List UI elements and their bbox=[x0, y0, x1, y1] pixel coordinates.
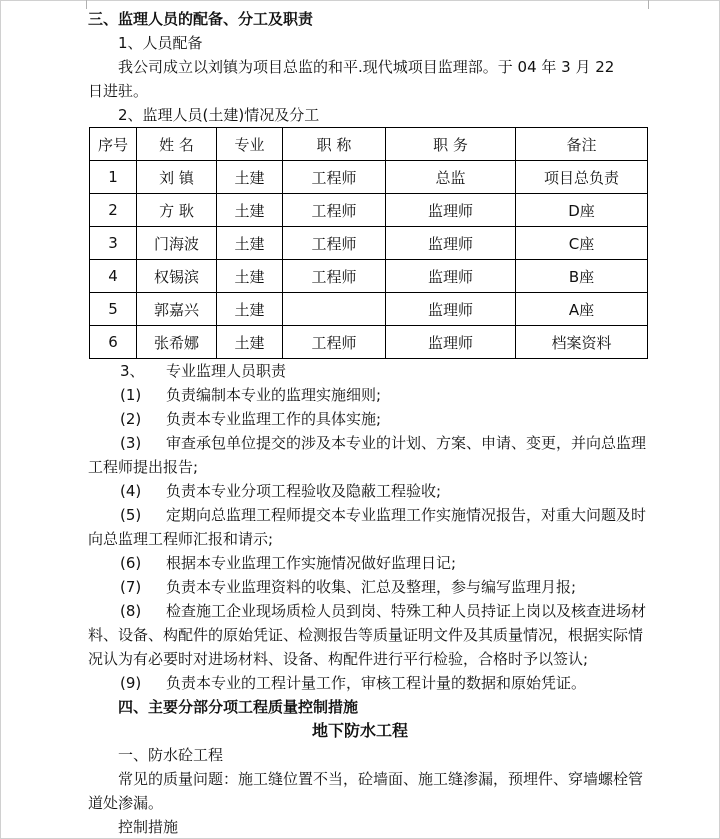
cell-index: 6 bbox=[90, 326, 137, 359]
centered-title: 地下防水工程 bbox=[311, 721, 408, 740]
cell-name: 郭嘉兴 bbox=[137, 293, 217, 326]
table-row bbox=[90, 260, 648, 293]
cell-name: 门海波 bbox=[137, 227, 217, 260]
cell-title: 工程师 bbox=[283, 260, 386, 293]
duty-text: 负责编制本专业的监理实施细则; bbox=[166, 386, 382, 404]
cell-name: 权锡滨 bbox=[137, 260, 217, 293]
cell-index: 2 bbox=[90, 194, 137, 227]
table-row bbox=[90, 161, 648, 194]
cell-specialty: 土建 bbox=[217, 260, 283, 293]
header-title: 职 称 bbox=[283, 128, 386, 161]
intro-line-2: 日进驻。 bbox=[88, 82, 149, 100]
duty-item bbox=[120, 577, 576, 597]
cell-position: 监理师 bbox=[386, 227, 516, 260]
duty-text: 负责本专业监理资料的收集、汇总及整理，参与编写监理月报; bbox=[166, 578, 577, 596]
subheading-duties bbox=[120, 361, 286, 381]
duty-text-continued: 工程师提出报告; bbox=[88, 458, 199, 476]
duty-item bbox=[120, 409, 381, 429]
header-name: 姓 名 bbox=[137, 128, 217, 161]
cell-title: 工程师 bbox=[283, 194, 386, 227]
cell-title: 工程师 bbox=[283, 227, 386, 260]
section-heading-3: 三、监理人员的配备、分工及职责 bbox=[88, 10, 314, 28]
section-heading-4: 四、主要分部分项工程质量控制措施 bbox=[118, 698, 359, 716]
issues-line-2: 道处渗漏。 bbox=[88, 794, 164, 812]
cell-specialty: 土建 bbox=[217, 293, 283, 326]
duty-number: (3) bbox=[120, 434, 142, 452]
duty-text-continued: 况认为有必要时对进场材料、设备、构配件进行平行检验，合格时予以签认; bbox=[88, 650, 589, 668]
duty-number: (2) bbox=[120, 410, 142, 428]
cell-title bbox=[283, 293, 386, 326]
duty-number: (7) bbox=[120, 578, 142, 596]
duty-item bbox=[120, 505, 646, 525]
cell-position: 监理师 bbox=[386, 260, 516, 293]
subheading-staff-table: 2、监理人员(土建)情况及分工 bbox=[118, 106, 320, 124]
header-position: 职 务 bbox=[386, 128, 516, 161]
cell-position: 监理师 bbox=[386, 293, 516, 326]
margin-mark-left bbox=[86, 0, 87, 9]
cell-position: 监理师 bbox=[386, 326, 516, 359]
cell-specialty: 土建 bbox=[217, 227, 283, 260]
duty-number: (9) bbox=[120, 674, 142, 692]
cell-index: 3 bbox=[90, 227, 137, 260]
cell-remarks: D座 bbox=[516, 194, 648, 227]
duty-text: 审查承包单位提交的涉及本专业的计划、方案、申请、变更，并向总监理 bbox=[166, 434, 647, 452]
duty-text: 负责本专业分项工程验收及隐蔽工程验收; bbox=[166, 482, 442, 500]
duty-number: (4) bbox=[120, 482, 142, 500]
table-row bbox=[90, 326, 648, 359]
cell-specialty: 土建 bbox=[217, 161, 283, 194]
cell-remarks: A座 bbox=[516, 293, 648, 326]
cell-index: 5 bbox=[90, 293, 137, 326]
cell-index: 1 bbox=[90, 161, 137, 194]
cell-remarks: 档案资料 bbox=[516, 326, 648, 359]
header-specialty: 专业 bbox=[217, 128, 283, 161]
staff-table bbox=[89, 127, 648, 359]
duty-item bbox=[120, 553, 456, 573]
cell-index: 4 bbox=[90, 260, 137, 293]
duty-number: (6) bbox=[120, 554, 142, 572]
duty-text-continued: 料、设备、构配件的原始凭证、检测报告等质量证明文件及其质量情况，根据实际情 bbox=[88, 626, 644, 644]
duty-text-continued: 向总监理工程师汇报和请示; bbox=[88, 530, 274, 548]
cell-title: 工程师 bbox=[283, 161, 386, 194]
issues-line-1: 常见的质量问题：施工缝位置不当，砼墙面、施工缝渗漏，预埋件、穿墙螺栓管 bbox=[118, 770, 644, 788]
duty-text: 定期向总监理工程师提交本专业监理工作实施情况报告，对重大问题及时 bbox=[166, 506, 647, 524]
duty-text: 负责本专业监理工作的具体实施; bbox=[166, 410, 382, 428]
header-index: 序号 bbox=[90, 128, 137, 161]
cell-name: 方 耿 bbox=[137, 194, 217, 227]
cell-title: 工程师 bbox=[283, 326, 386, 359]
cell-position: 总监 bbox=[386, 161, 516, 194]
cell-remarks: C座 bbox=[516, 227, 648, 260]
subheading-staffing: 1、人员配备 bbox=[118, 34, 203, 52]
cell-specialty: 土建 bbox=[217, 326, 283, 359]
duties-number: 3、 bbox=[120, 362, 145, 380]
duty-number: (1) bbox=[120, 386, 142, 404]
duty-number: (8) bbox=[120, 602, 142, 620]
cell-remarks: 项目总负责 bbox=[516, 161, 648, 194]
duty-number: (5) bbox=[120, 506, 142, 524]
table-row bbox=[90, 227, 648, 260]
cell-position: 监理师 bbox=[386, 194, 516, 227]
table-header-row bbox=[90, 128, 648, 161]
duty-item bbox=[120, 673, 586, 693]
duty-text: 根据本专业监理工作实施情况做好监理日记; bbox=[166, 554, 457, 572]
duty-item bbox=[120, 601, 646, 621]
table-row bbox=[90, 194, 648, 227]
subheading-control-measures: 控制措施 bbox=[118, 818, 179, 836]
subheading-waterproof-concrete: 一、防水砼工程 bbox=[118, 746, 224, 764]
cell-remarks: B座 bbox=[516, 260, 648, 293]
duty-item bbox=[120, 481, 441, 501]
margin-mark-right bbox=[648, 0, 649, 9]
duties-heading: 专业监理人员职责 bbox=[166, 362, 287, 380]
cell-name: 刘 镇 bbox=[137, 161, 217, 194]
duty-text: 负责本专业的工程计量工作，审核工程计量的数据和原始凭证。 bbox=[166, 674, 587, 692]
duty-item bbox=[120, 433, 646, 453]
header-remarks: 备注 bbox=[516, 128, 648, 161]
duty-text: 检查施工企业现场质检人员到岗、特殊工种人员持证上岗以及核查进场材 bbox=[166, 602, 647, 620]
duty-item bbox=[120, 385, 381, 405]
cell-name: 张希娜 bbox=[137, 326, 217, 359]
table-row bbox=[90, 293, 648, 326]
cell-specialty: 土建 bbox=[217, 194, 283, 227]
intro-line-1: 我公司成立以刘镇为项目总监的和平.现代城项目监理部。于 04 年 3 月 22 bbox=[118, 58, 615, 76]
